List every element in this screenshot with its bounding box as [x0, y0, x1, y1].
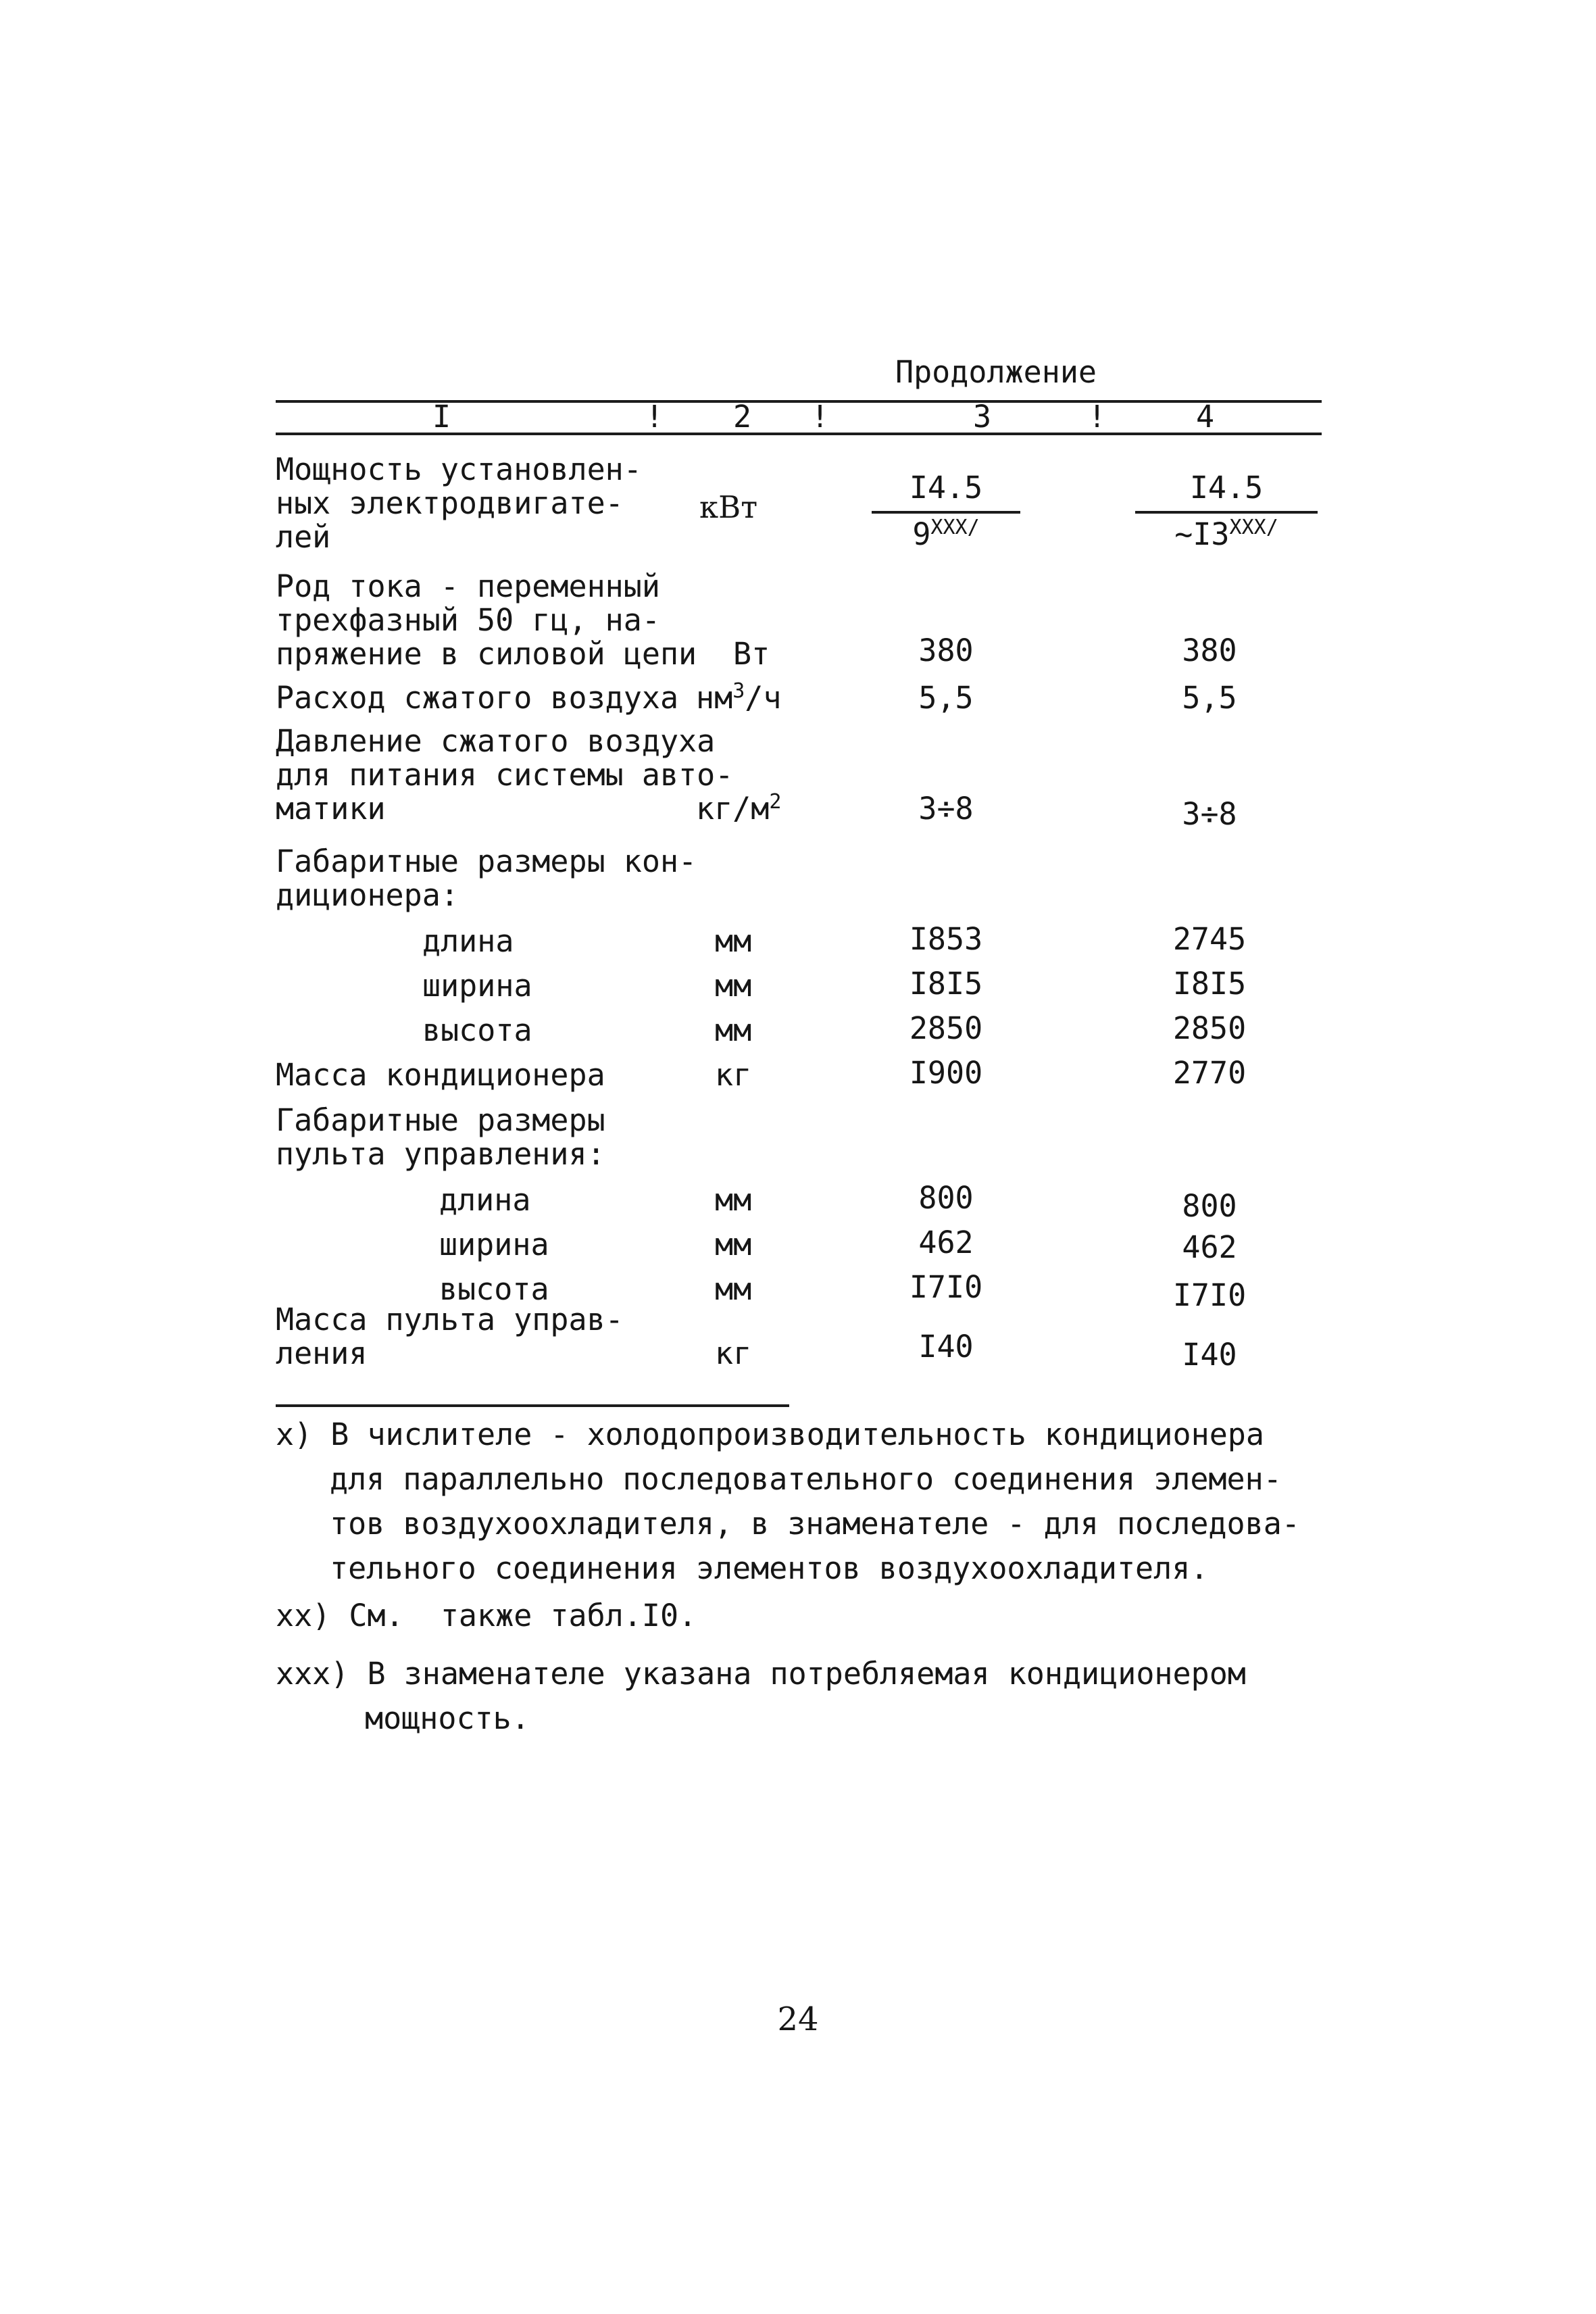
panel-width-col4: 462 [1182, 1229, 1237, 1265]
air-flow-col4: 5,5 [1182, 680, 1237, 716]
panel-length-col3: 800 [918, 1180, 974, 1216]
panel-height-unit: мм [715, 1271, 752, 1307]
air-flow-unit [696, 676, 781, 720]
ac-mass-unit: кг [715, 1057, 752, 1093]
column-separator: ! [811, 399, 830, 435]
panel-height-col4: I7I0 [1172, 1277, 1247, 1313]
ac-mass-label: Масса кондиционера [276, 1057, 605, 1093]
ac-width-col3: I8I5 [909, 966, 983, 1002]
footnote-x-line4: тельного соединения элементов воздухоохладителя. [330, 1550, 1209, 1586]
power-col4-den-value: ~I3 [1174, 516, 1230, 552]
ac-length-unit: мм [715, 923, 752, 959]
air-flow-col3: 5,5 [918, 680, 974, 716]
ac-length-col4: 2745 [1172, 921, 1247, 957]
panel-height-col3: I7I0 [909, 1269, 983, 1305]
ac-height-col4: 2850 [1172, 1010, 1247, 1046]
panel-width-label: ширина [439, 1227, 549, 1262]
column-separator: ! [1088, 399, 1107, 435]
panel-mass-label-line1: Масса пульта управ- [276, 1302, 624, 1337]
power-col4-denominator [1135, 518, 1318, 551]
column-header-3: 3 [973, 399, 992, 435]
power-label-line3: лей [276, 519, 331, 555]
air-flow-unit-base: нм [696, 680, 733, 716]
power-label-line2: ных электродвигате- [276, 485, 624, 521]
panel-mass-col3: I40 [918, 1329, 974, 1364]
ac-height-col3: 2850 [909, 1010, 983, 1046]
footnote-x-line1: x) В числителе - холодопроизводительность кондиционера [276, 1417, 1264, 1452]
panel-length-col4: 800 [1182, 1188, 1237, 1224]
power-col4-numerator: I4.5 [1189, 470, 1264, 506]
current-label-line3: пряжение в силовой цепи [276, 636, 697, 672]
air-pressure-label-line3: матики [276, 791, 386, 827]
current-label-line2: трехфазный 50 гц, на- [276, 602, 660, 638]
footnote-separator [276, 1404, 789, 1407]
panel-length-unit: мм [715, 1182, 752, 1218]
ac-width-label: ширина [422, 968, 532, 1004]
panel-length-label: длина [439, 1182, 531, 1218]
footnote-x-line2: для параллельно последовательного соединения элемен- [330, 1461, 1282, 1497]
current-unit: Вт [733, 636, 770, 672]
power-col3-den-note: XXX/ [930, 516, 980, 539]
power-col3-numerator: I4.5 [909, 470, 983, 506]
power-col4-den-note: XXX/ [1229, 516, 1278, 539]
continuation-label: Продолжение [895, 354, 1097, 390]
air-pressure-label-line2: для питания системы авто- [276, 757, 734, 793]
air-flow-label: Расход сжатого воздуха [276, 680, 679, 716]
fraction-bar [872, 511, 1020, 514]
air-pressure-label-line1: Давление сжатого воздуха [276, 723, 716, 759]
air-pressure-col4: 3÷8 [1182, 796, 1237, 832]
ac-mass-col4: 2770 [1172, 1055, 1247, 1091]
power-col3-denominator [872, 518, 1020, 551]
ac-mass-col3: I900 [909, 1055, 983, 1091]
ac-width-col4: I8I5 [1172, 966, 1247, 1002]
column-header-2: 2 [733, 399, 752, 435]
column-separator: ! [645, 399, 664, 435]
column-header-1: I [432, 399, 451, 435]
panel-dims-label-line2: пульта управления: [276, 1136, 605, 1172]
air-pressure-col3: 3÷8 [918, 791, 974, 827]
ac-dims-label-line1: Габаритные размеры кон- [276, 843, 697, 879]
ac-height-label: высота [422, 1012, 532, 1048]
power-label-line1: Мощность установлен- [276, 451, 642, 487]
current-col3: 380 [918, 633, 974, 668]
panel-dims-label-line1: Габаритные размеры [276, 1102, 605, 1138]
footnote-xx: xx) См. также табл.I0. [276, 1598, 697, 1633]
page-number: 24 [777, 2000, 819, 2038]
ac-length-col3: I853 [909, 921, 983, 957]
ac-length-label: длина [422, 923, 514, 959]
fraction-bar [1135, 511, 1318, 514]
air-pressure-unit [696, 787, 781, 831]
panel-mass-label-line2: ления [276, 1335, 368, 1371]
panel-mass-col4: I40 [1182, 1337, 1237, 1373]
air-flow-unit-tail: /ч [745, 680, 782, 716]
power-unit: кВт [699, 489, 758, 525]
power-value-col4 [1135, 468, 1318, 551]
air-pressure-unit-exp: 2 [769, 790, 782, 814]
current-col4: 380 [1182, 633, 1237, 668]
current-label-line1: Род тока - переменный [276, 568, 660, 604]
ac-height-unit: мм [715, 1012, 752, 1048]
column-header-4: 4 [1196, 399, 1215, 435]
power-col3-den-value: 9 [912, 516, 931, 552]
footnote-xxx-line1: xxx) В знаменателе указана потребляемая кондиционером [276, 1656, 1246, 1692]
air-flow-unit-exp: 3 [732, 679, 745, 703]
air-pressure-unit-base: кг/м [696, 791, 770, 827]
ac-width-unit: мм [715, 968, 752, 1004]
power-value-col3 [872, 468, 1020, 551]
ac-dims-label-line2: диционера: [276, 877, 459, 913]
panel-width-unit: мм [715, 1227, 752, 1262]
footnote-x-line3: тов воздухоохладителя, в знаменателе - для последова- [330, 1506, 1300, 1542]
panel-mass-unit: кг [715, 1335, 752, 1371]
panel-width-col3: 462 [918, 1225, 974, 1260]
panel-height-label: высота [439, 1271, 549, 1307]
footnote-xxx-line2: мощность. [365, 1700, 530, 1736]
